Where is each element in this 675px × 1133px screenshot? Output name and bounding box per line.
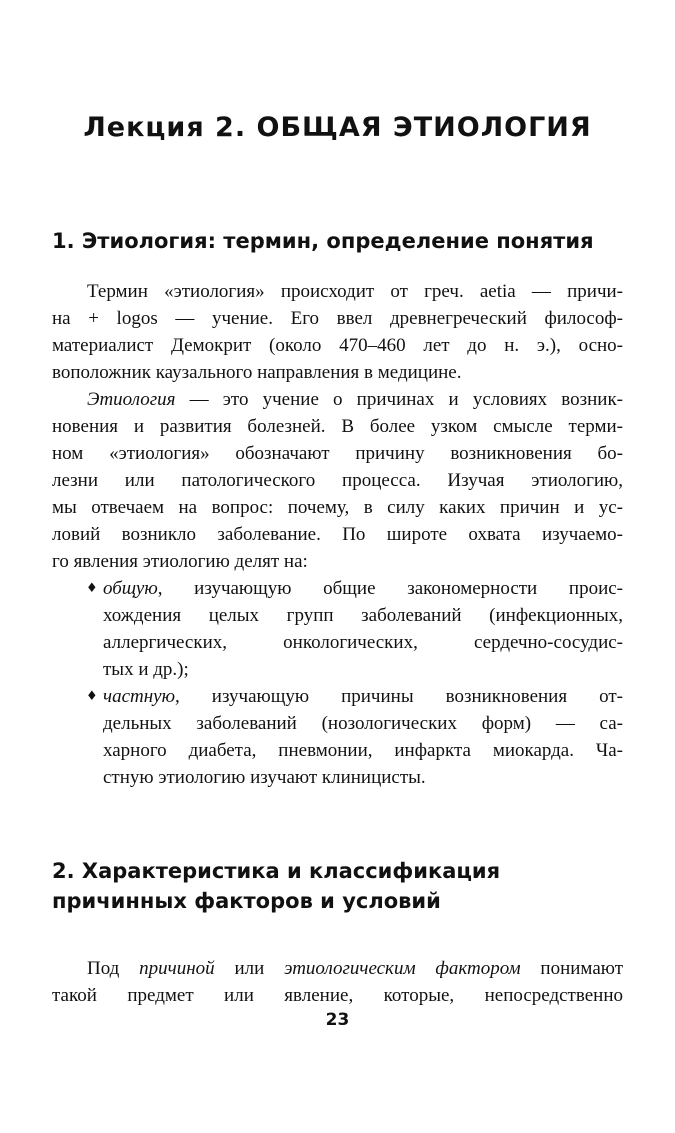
paragraph-line: Под причиной или этиологическим фактором понимают <box>87 958 624 979</box>
term-general: общую <box>103 578 158 599</box>
chapter-title: Лекция 2. ОБЩАЯ ЭТИОЛОГИЯ <box>83 112 592 143</box>
paragraph-line: ловий возникло заболевание. По широте охвата изучаемо- <box>52 524 623 545</box>
paragraph-line: Термин «этиология» происходит от греч. aetia — причи- <box>87 281 623 302</box>
bullet-diamond-icon: ♦ <box>86 581 98 596</box>
section-2-heading-line-2: причинных факторов и условий <box>52 889 441 913</box>
list-item-line: аллергических, онкологических, сердечно-сосудис- <box>103 632 623 653</box>
list-item-line: хождения целых групп заболеваний (инфекционных, <box>103 605 623 626</box>
term-etiological-factor: этиологическим фактором <box>284 958 521 979</box>
list-item-line: общую, изучающую общие закономерности проис- <box>103 578 623 599</box>
term-etiology: Этиология <box>87 389 176 410</box>
paragraph-line: материалист Демокрит (около 470–460 лет до н. э.), осно- <box>52 335 623 356</box>
paragraph-line: го явления этиологию делят на: <box>52 551 308 572</box>
paragraph-line: на + logos — учение. Его ввел древнегреческий философ- <box>52 308 623 329</box>
paragraph-line: мы отвечаем на вопрос: почему, в силу каких причин и ус- <box>52 497 623 518</box>
term-specific: частную <box>103 686 175 707</box>
list-item-line: стную этиологию изучают клиницисты. <box>103 767 426 788</box>
paragraph-line: такой предмет или явление, которые, непосредственно <box>52 985 623 1006</box>
paragraph-line: новения и развития болезней. В более узком смысле терми- <box>52 416 623 437</box>
term-cause: причиной <box>139 958 215 979</box>
paragraph-line: ном «этиология» обозначают причину возникновения бо- <box>52 443 623 464</box>
section-1-heading: 1. Этиология: термин, определение понятия <box>52 229 594 253</box>
list-item-line: дельных заболеваний (нозологических форм) — са- <box>103 713 623 734</box>
paragraph-line: Этиология — это учение о причинах и условиях возник- <box>87 389 623 410</box>
paragraph-line: воположник каузального направления в медицине. <box>52 362 462 383</box>
page-number: 23 <box>325 1010 350 1030</box>
list-item-line: харного диабета, пневмонии, инфаркта миокарда. Ча- <box>103 740 623 761</box>
paragraph-line: лезни или патологического процесса. Изучая этиологию, <box>52 470 623 491</box>
bullet-diamond-icon: ♦ <box>86 689 98 704</box>
list-item-line: частную, изучающую причины возникновения от- <box>103 686 623 707</box>
list-item-line: тых и др.); <box>103 659 189 680</box>
section-2-heading-line-1: 2. Характеристика и классификация <box>52 859 501 883</box>
